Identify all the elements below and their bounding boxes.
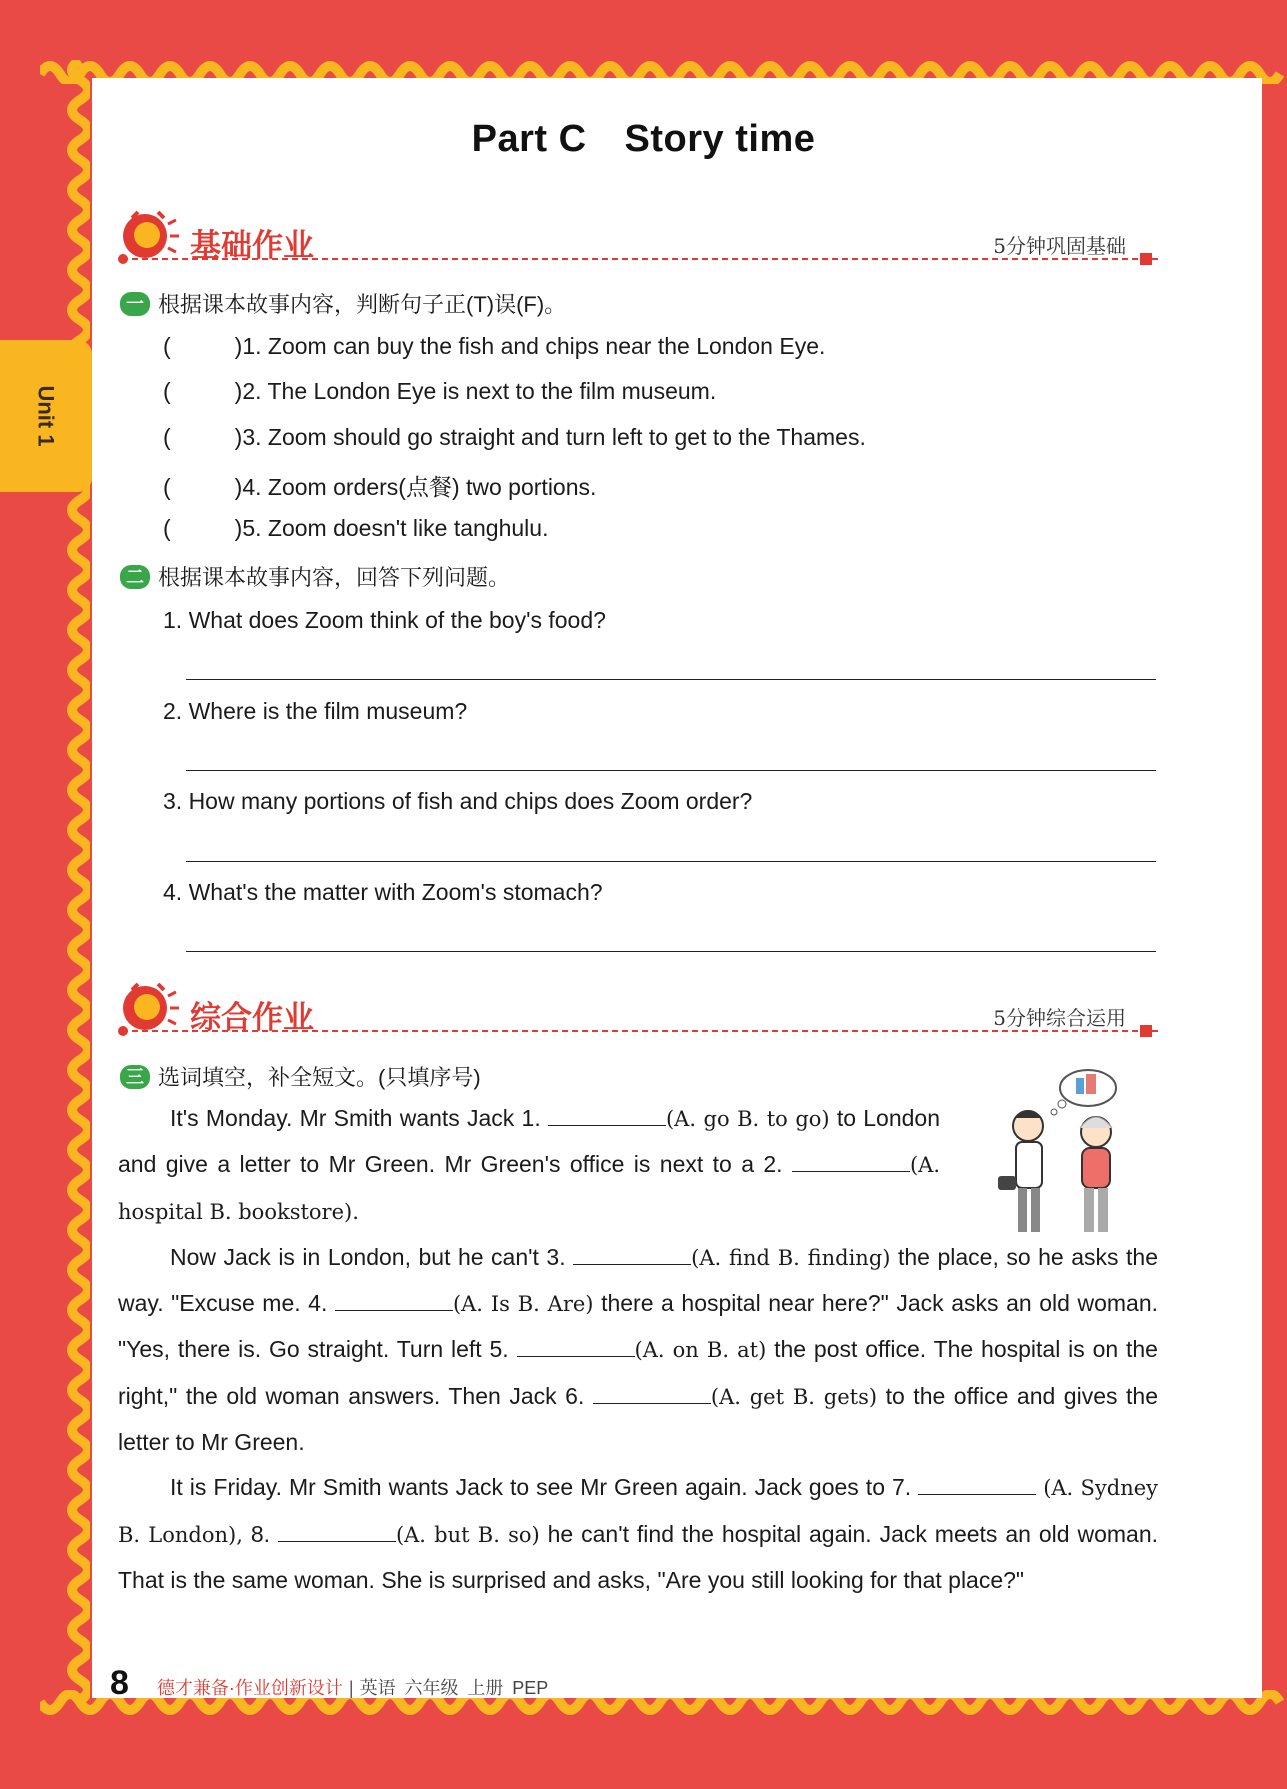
section-divider (122, 1030, 1158, 1032)
question: 2. Where is the film museum? (163, 698, 468, 724)
section-basic-note: 5分钟巩固基础 (993, 234, 1126, 258)
answer-line[interactable] (186, 770, 1156, 771)
title-part: Part C (471, 118, 587, 160)
task3-badge: 三 (120, 1065, 150, 1089)
divider-dot-right (1140, 253, 1152, 265)
task1-instruction (120, 288, 566, 319)
tf-item[interactable]: ( )2. The London Eye is next to the film museum. (163, 378, 717, 404)
section-comprehensive-note: 5分钟综合运用 (993, 1006, 1126, 1030)
edition: PEP (512, 1678, 549, 1698)
tf-item[interactable]: ( )4. Zoom orders(点餐) two portions. (163, 474, 597, 500)
task2-badge: 二 (120, 565, 150, 589)
series-name: 德才兼备·作业创新设计 (156, 1678, 343, 1698)
section-basic-header (118, 208, 1158, 268)
tf-item[interactable]: ( )1. Zoom can buy the fish and chips near the London Eye. (163, 333, 826, 359)
volume: 上册 (467, 1678, 504, 1698)
divider-dot-left (118, 1026, 128, 1036)
blank-3[interactable] (573, 1246, 691, 1265)
cloze-passage: It's Monday. Mr Smith wants Jack 1. (A. go B. to go) to London and give a letter to Mr Green. Mr Green's office is next to a 2. (A. hospital B. bookstore). Now Jack is in London, but he can't 3. (A. find B. finding) the place, so he asks the way. "Excuse me. 4. (A. Is B. Are) there a hospital near here?" Jack asks an old woman. "Yes, there is. Go straight. Turn left 5. (A. on B. at) the post office. The hospital is on the right," the old woman answers. Then Jack 6. (A. get B. gets) to the office and gives the letter to Mr Green. It is Friday. Mr Smith wants Jack to see Mr Green again. Jack goes to 7. (A. Sydney B. London), 8. (A. but B. so) he can't find the hospital again. Jack meets an old woman. That is the same woman. She is surprised and asks, "Are you still looking for that place?" (118, 1105, 1159, 1593)
question: 4. What's the matter with Zoom's stomach? (163, 879, 603, 905)
section-comprehensive-label: 综合作业 (190, 1000, 314, 1035)
task1-badge: 一 (120, 292, 150, 316)
tf-item[interactable]: ( )5. Zoom doesn't like tanghulu. (163, 515, 549, 541)
task2-instruction-text: 根据课本故事内容，回答下列问题。 (158, 565, 511, 590)
page-title (0, 118, 1287, 161)
grade: 六年级 (404, 1678, 459, 1698)
blank-7[interactable] (918, 1476, 1036, 1495)
section-divider (122, 258, 1158, 260)
task1-instruction-text: 根据课本故事内容，判断句子正(T)误(F)。 (158, 292, 567, 317)
answer-line[interactable] (186, 861, 1156, 862)
blank-8[interactable] (278, 1523, 396, 1542)
question: 3. How many portions of fish and chips does Zoom order? (163, 788, 753, 814)
question: 1. What does Zoom think of the boy's food? (163, 607, 606, 633)
unit-tab-label: Unit 1 (34, 385, 59, 447)
page-number: 8 (110, 1664, 129, 1702)
blank-2[interactable] (792, 1153, 910, 1172)
divider-dot-left (118, 254, 128, 264)
answer-line[interactable] (186, 679, 1156, 680)
task3-instruction (120, 1061, 481, 1092)
title-name: Story time (624, 118, 816, 160)
unit-tab (0, 340, 92, 492)
left-wave-border (50, 60, 90, 1710)
task2-instruction (120, 561, 510, 592)
task3-instruction-text: 选词填空，补全短文。(只填序号) (158, 1065, 481, 1090)
divider-dot-right (1140, 1025, 1152, 1037)
blank-4[interactable] (335, 1292, 453, 1311)
answer-line[interactable] (186, 951, 1156, 952)
page-footer: 8 德才兼备·作业创新设计 | 英语 六年级 上册 PEP (110, 1664, 549, 1702)
blank-5[interactable] (517, 1338, 635, 1357)
tf-item[interactable]: ( )3. Zoom should go straight and turn left to get to the Thames. (163, 424, 866, 450)
section-basic-label: 基础作业 (190, 228, 314, 263)
subject: 英语 (359, 1678, 396, 1698)
section-comprehensive-header (118, 980, 1158, 1040)
blank-6[interactable] (593, 1385, 711, 1404)
blank-1[interactable] (548, 1107, 666, 1126)
